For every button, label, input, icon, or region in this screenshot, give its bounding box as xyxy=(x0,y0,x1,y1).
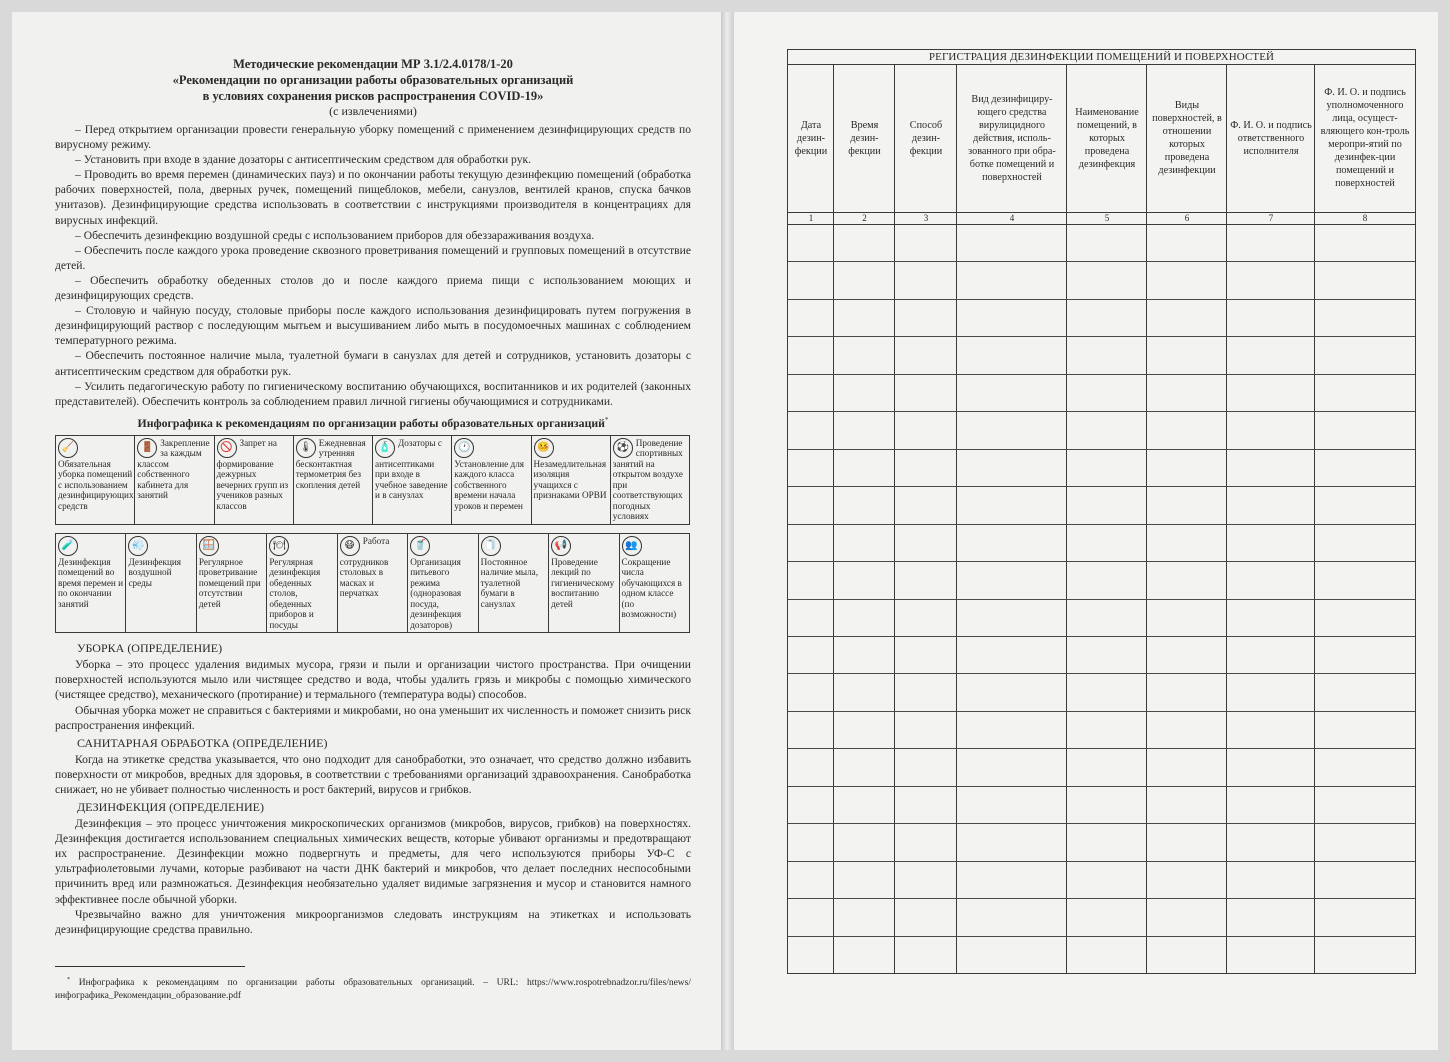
right-page xyxy=(734,12,1438,1050)
section-disinfection xyxy=(55,800,691,937)
section-paragraph: Дезинфекция – это процесс уничтожения микроскопических организмов (микробов, вирусов, грибков) на поверхностях. Дезинфекция достигается использованием специальных химических веществ, которые убивают организмы и предотвращают их распространение. Дезинфекции можно подвергнуть и предметы, для чего используются приборы УФ-С с ультрафиолетовыми лучами, которые разбивают на части ДНК бактерий и микробов, что делает последних неспособными причинить вред или размножаться. Дезинфекция необязательно удаляет видимые загрязнения и мусор и становится намного эффективнее после обычной уборки. xyxy=(55,817,691,906)
infographic-cell xyxy=(452,435,531,524)
journal-column-number: 7 xyxy=(1268,213,1274,223)
journal-column-header: Вид дезинфициру-ющего средства вирулицидного действия, исполь-зованного при обра-ботке помещений и поверхностей xyxy=(968,93,1056,183)
infographic-row-2 xyxy=(55,533,690,634)
infographic-cell xyxy=(619,533,690,633)
infographic-cell-text: Запрет на формирование дежурных вечерних групп из учеников разных классов xyxy=(216,437,289,511)
infographic-cell xyxy=(267,533,337,633)
footnote xyxy=(55,974,691,1003)
document-subtitle: (с извлечениями) xyxy=(329,104,417,118)
journal-row-line xyxy=(788,748,1415,749)
recommendation-paragraph: – Обеспечить постоянное наличие мыла, туалетной бумаги в санузлах для детей и сотрудников, установить дозаторы с антисептическим средством для обработки рук. xyxy=(55,349,691,378)
infographic-cell xyxy=(549,533,619,633)
journal-row-line xyxy=(788,299,1415,300)
infographic-cell xyxy=(196,533,266,633)
infographic-cell xyxy=(214,435,293,524)
section-cleaning xyxy=(55,641,691,732)
recommendation-paragraph: – Установить при входе в здание дозаторы с антисептическим средством для обработки рук. xyxy=(75,153,532,167)
section-paragraph: Чрезвычайно важно для уничтожения микроорганизмов следовать инструкциям на этикетках и использовать дезинфицирующие средства правильно. xyxy=(55,907,691,936)
infographic-cell-text: Закрепление за каждым классом собственного кабинета для занятий xyxy=(137,437,210,501)
infographic-pictogram-icon: 👥 xyxy=(622,536,642,556)
journal-row-line xyxy=(788,786,1415,787)
infographic-cell-text: Установление для каждого класса собственного времени начала уроков и перемен xyxy=(454,458,525,511)
infographic-pictogram-icon: 🚫 xyxy=(217,438,237,458)
infographic-cell xyxy=(531,435,610,524)
infographic-cell xyxy=(610,435,689,524)
section-heading: САНИТАРНАЯ ОБРАБОТКА (ОПРЕДЕЛЕНИЕ) xyxy=(77,735,328,750)
infographic-pictogram-icon: 🥤 xyxy=(410,536,430,556)
infographic-cell-text: Незамедлительная изоляция учащихся с признаками ОРВИ xyxy=(533,458,607,501)
journal-row-line xyxy=(788,636,1415,637)
infographic-cell xyxy=(337,533,407,633)
journal-row-line xyxy=(788,599,1415,600)
infographic-cell-text: Ежедневная утренняя бесконтактная термометрия без скопления детей xyxy=(295,437,366,490)
infographic-pictogram-icon: 📢 xyxy=(551,536,571,556)
footnote-text: Инфографика к рекомендациям по организации работы образовательных организаций. – URL: https://www.rospotrebnadzor.ru/files/news/инфографика_Рекомендации_образование.pdf xyxy=(55,978,692,1002)
infographic-pictogram-icon: 🧻 xyxy=(481,536,501,556)
infographic-cell-text: Проведение лекций по гигиеническому воспитанию детей xyxy=(551,556,615,609)
book-spine xyxy=(721,12,734,1050)
journal-row-line xyxy=(788,524,1415,525)
infographic-heading-text: Инфографика к рекомендациям по организации работы образовательных организаций xyxy=(137,415,605,430)
section-heading: ДЕЗИНФЕКЦИЯ (ОПРЕДЕЛЕНИЕ) xyxy=(77,800,264,815)
section-paragraph: Обычная уборка может не справиться с бактериями и микробами, но она уменьшит их численность и поможет снизить риск распространения инфекций. xyxy=(55,703,691,732)
journal-row-line xyxy=(788,261,1415,262)
document-title xyxy=(55,56,691,104)
title-line: «Рекомендации по организации работы образовательных организаций xyxy=(172,73,574,87)
infographic-pictogram-icon: ⚽ xyxy=(613,438,633,458)
infographic-row-1 xyxy=(55,435,690,525)
journal-column-header: Способ дезин-фекции xyxy=(909,119,943,157)
infographic-pictogram-icon: 🧪 xyxy=(58,536,78,556)
journal-row-line xyxy=(788,486,1415,487)
journal-row-line xyxy=(788,374,1415,375)
recommendation-paragraph: – Обеспечить после каждого урока проведение сквозного проветривания помещений и групповых помещений в отсутствие детей. xyxy=(55,243,691,272)
journal-column-number: 3 xyxy=(923,213,929,223)
infographic-cell-text: Проведение спортивных занятий на открытом воздухе при соответствующих погодных условиях xyxy=(612,437,683,522)
footnote-divider xyxy=(55,966,245,967)
journal-row-line xyxy=(788,823,1415,824)
infographic-pictogram-icon: 🕐 xyxy=(454,438,474,458)
disinfection-journal-table xyxy=(787,49,1416,974)
infographic-pictogram-icon: 🧴 xyxy=(375,438,395,458)
journal-column-number: 2 xyxy=(862,213,867,223)
recommendation-paragraph: – Проводить во время перемен (динамических пауз) и по окончании работы текущую дезинфекцию помещений (обработка рабочих поверхностей, пола, дверных ручек, помещений пищеблоков, мебели, санузлов, вентилей кранов, спуска бачков унитазов). Дезинфицирующие средства использовать в соответствии с инструкциями производителя в концентрациях для вирусных инфекций. xyxy=(55,168,691,227)
journal-column-header: Ф. И. О. и подпись ответственного исполнителя xyxy=(1230,119,1312,157)
infographic-pictogram-icon: 🍽 xyxy=(269,536,289,556)
infographic-cell-text: Постоянное наличие мыла, туалетной бумаги в санузлах xyxy=(480,556,539,609)
journal-row-line xyxy=(788,861,1415,862)
infographic-pictogram-icon: 💨 xyxy=(128,536,148,556)
recommendation-paragraph: – Столовую и чайную посуду, столовые приборы после каждого использования дезинфицировать путем погружения в дезинфицирующий раствор с последующим мытьем и высушиванием либо мыть в посудомоечных машинах с соблюдением температурного режима. xyxy=(55,304,691,348)
infographic-cell xyxy=(408,533,478,633)
infographic-cell-text: Обязательная уборка помещений с использованием дезинфицирующих средств xyxy=(58,458,134,511)
journal-title: РЕГИСТРАЦИЯ ДЕЗИНФЕКЦИИ ПОМЕЩЕНИЙ И ПОВЕРХНОСТЕЙ xyxy=(788,50,1415,65)
left-page xyxy=(12,12,721,1050)
recommendation-paragraph: – Перед открытием организации провести генеральную уборку помещений с применением дезинфицирующих средств по вирусному режиму. xyxy=(55,123,691,152)
section-paragraph: Когда на этикетке средства указывается, что оно подходит для санобработки, это означает, что средство должно избавить поверхности от микробов, вредных для здоровья, в соответствии с требованиями организаций здравоохранения. Санобработка снижает, но не убивает полностью численность и рост бактерий, вирусов и грибков. xyxy=(55,752,691,796)
infographic-cell xyxy=(135,435,214,524)
journal-row-line xyxy=(788,711,1415,712)
journal-column-header: Виды поверхностей, в отношении которых проведена дезинфекции xyxy=(1152,100,1222,176)
infographic-pictogram-icon: 🪟 xyxy=(199,536,219,556)
infographic-cell xyxy=(478,533,548,633)
journal-header-divider xyxy=(788,212,1415,213)
infographic-cell xyxy=(56,533,126,633)
journal-row-line xyxy=(788,411,1415,412)
infographic-pictogram-icon: 😷 xyxy=(340,536,360,556)
section-paragraph: Уборка – это процесс удаления видимых мусора, грязи и пыли и организации чистого пространства. При очищении поверхностей используются мыло или чистящее средство и вода, чтобы удалить грязь и микробы с помощью химического (чистящее средство), механического (протирание) и термального (температура воды) способов. xyxy=(55,658,691,702)
infographic-cell xyxy=(56,435,135,524)
journal-column-header: Время дезин-фекции xyxy=(848,119,881,157)
recommendation-paragraph: – Обеспечить обработку обеденных столов до и после каждого приема пищи с использованием моющих и дезинфицирующих средств. xyxy=(55,273,691,303)
journal-row-line xyxy=(788,936,1415,937)
infographic-pictogram-icon: 🧹 xyxy=(58,438,78,458)
infographic-cell-text: Организация питьевого режима (одноразовая посуда, дезинфекция дозаторов) xyxy=(410,556,462,630)
journal-column-header: Дата дезин-фекции xyxy=(794,119,828,157)
infographic-pictogram-icon: 🚪 xyxy=(137,438,157,458)
infographic-cell-text: Сокращение числа обучающихся в одном классе (по возможности) xyxy=(621,556,682,620)
infographic-heading xyxy=(55,416,691,431)
infographic-cell xyxy=(126,533,196,633)
title-line: в условиях сохранения рисков распространения COVID-19» xyxy=(202,89,544,103)
infographic-cell-text: Дезинфекция помещений во время перемен и по окончании занятий xyxy=(58,556,124,609)
infographic-cell-text: Регулярная дезинфекция обеденных столов, обеденных приборов и посуды xyxy=(269,556,321,630)
infographic-pictogram-icon: 🌡 xyxy=(296,438,316,458)
footnote-mark: * xyxy=(67,977,70,983)
section-sanitizing xyxy=(55,736,691,797)
infographic-pictogram-icon: 🤒 xyxy=(534,438,554,458)
infographic-cell xyxy=(373,435,452,524)
journal-column-header: Наименование помещений, в которых проведена дезинфекция xyxy=(1075,106,1139,170)
infographic-cell-text: Дезинфекция воздушной среды xyxy=(128,556,182,588)
journal-row-line xyxy=(788,673,1415,674)
journal-row-line xyxy=(788,898,1415,899)
infographic-cell xyxy=(293,435,372,524)
journal-column-number: 6 xyxy=(1184,213,1190,223)
infographic-cell-text: Работа сотрудников столовых в масках и перчатках xyxy=(339,535,390,599)
journal-column-number: 5 xyxy=(1104,213,1110,223)
journal-row-line xyxy=(788,336,1415,337)
journal-column-number: 4 xyxy=(1009,213,1015,223)
title-line: Методические рекомендации МР 3.1/2.4.0178/1-20 xyxy=(233,57,513,71)
recommendation-paragraph: – Усилить педагогическую работу по гигиеническому воспитанию обучающихся, воспитанников и их родителей (законных представителей). Обеспечить контроль за соблюдением правил личной гигиены обучающимися и сотрудниками. xyxy=(55,379,691,408)
journal-column-header: Ф. И. О. и подпись уполномоченного лица, осущест-вляющего кон-троль меропри-ятий по дезинфек-ции помещений и поверхностей xyxy=(1320,87,1410,189)
journal-column-number: 8 xyxy=(1362,213,1368,223)
infographic-cell-text: Регулярное проветривание помещений при отсутствии детей xyxy=(198,556,261,609)
recommendation-paragraph: – Обеспечить дезинфекцию воздушной среды с использованием приборов для обеззараживания воздуха. xyxy=(75,228,595,242)
footnote-mark: * xyxy=(604,415,609,424)
journal-row-line xyxy=(788,449,1415,450)
section-heading: УБОРКА (ОПРЕДЕЛЕНИЕ) xyxy=(77,641,223,656)
infographic-cell-text: Дозаторы с антисептиками при входе в учебное заведение и в санузлах xyxy=(375,437,448,501)
journal-header-divider xyxy=(788,224,1415,225)
journal-column-number: 1 xyxy=(808,213,814,223)
journal-row-line xyxy=(788,561,1415,562)
